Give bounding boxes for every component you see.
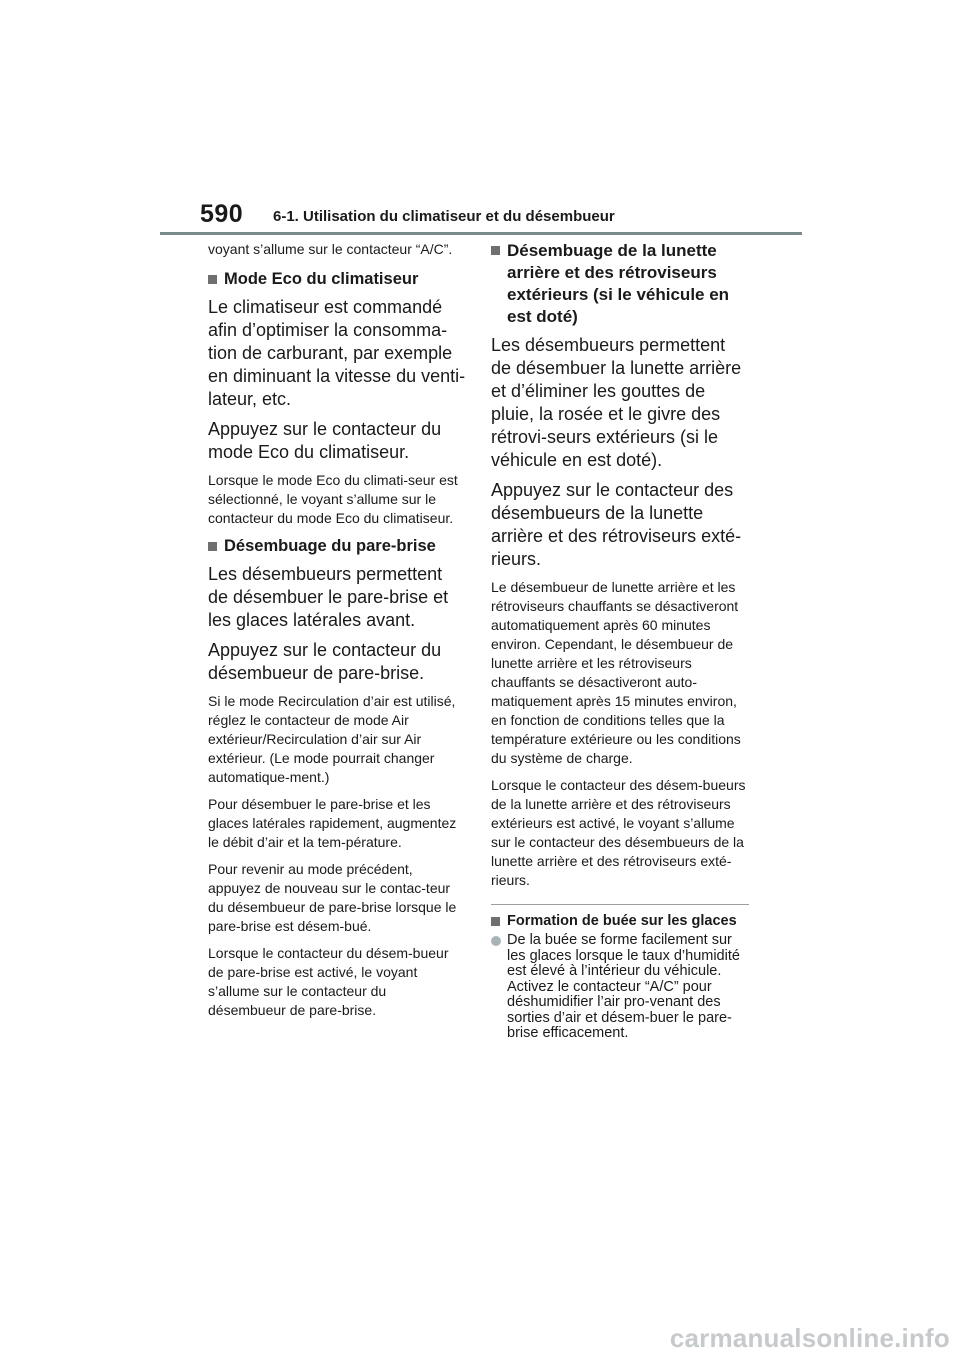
- eco-paragraph-2: Appuyez sur le contacteur du mode Eco du climatiseur.: [208, 419, 442, 462]
- rear-defogger-heading: [491, 240, 749, 328]
- fog-list-item: [491, 933, 749, 1042]
- note-divider: [491, 904, 749, 905]
- windshield-heading: [208, 536, 466, 557]
- left-column: [208, 240, 466, 1028]
- square-bullet-icon: [208, 275, 217, 284]
- windshield-note-2: Pour désembuer le pare-brise et les glaces latérales rapidement, augmentez le débit d’air et la tem-pérature.: [208, 796, 457, 850]
- fog-heading-text: Formation de buée sur les glaces: [507, 913, 737, 929]
- windshield-note-4: Lorsque le contacteur du désem-bueur de pare-brise est activé, le voyant s’allume sur le contacteur du désembueur de pare-brise.: [208, 945, 449, 1018]
- header-divider: [160, 232, 802, 235]
- watermark: carmanualsonline.info: [669, 1323, 950, 1353]
- right-column: [491, 240, 749, 1042]
- windshield-heading-text: Désembuage du pare-brise: [224, 537, 436, 555]
- square-bullet-icon: [491, 246, 500, 255]
- rear-note-1: Le désembueur de lunette arrière et les rétroviseurs chauffants se désactiveront automatiquement après 60 minutes environ. Cependant, le désembueur de lunette arrière et les rétroviseurs chauffants se désactiveront auto-matiquement après 15 minutes environ, en fonction de conditions telles que la température extérieure ou les conditions du système de charge.: [491, 579, 741, 766]
- eco-paragraph-1: Le climatiseur est commandé afin d’optimiser la consomma-tion de carburant, par exemple en diminuant la vitesse du venti-lateur, etc.: [208, 297, 466, 409]
- windshield-note-3: Pour revenir au mode précédent, appuyez de nouveau sur le contac-teur du désembueur de pare-brise lorsque le pare-brise est désem-bué.: [208, 861, 457, 934]
- windshield-paragraph-2: Appuyez sur le contacteur du désembueur de pare-brise.: [208, 640, 442, 683]
- fog-item-text: De la buée se forme facilement sur les glaces lorsque le taux d’humidité est élevé à l’intérieur du véhicule. Activez le contacteur “A/C” pour déshumidifier l’air pro-venant des sorties d’air et désem-buer le pare-brise efficacement.: [507, 932, 740, 1041]
- fog-heading: [491, 913, 749, 929]
- eco-heading-text: Mode Eco du climatiseur: [224, 270, 419, 288]
- rear-paragraph-2: Appuyez sur le contacteur des désembueurs de la lunette arrière et des rétroviseurs exté-rieurs.: [491, 480, 742, 569]
- windshield-paragraph-1: Les désembueurs permettent de désembuer le pare-brise et les glaces latérales avant.: [208, 564, 449, 630]
- rear-paragraph-1: Les désembueurs permettent de désembuer la lunette arrière et d’éliminer les gouttes de pluie, la rosée et le givre des rétrovi-seurs extérieurs (si le véhicule en est doté).: [491, 335, 742, 470]
- circle-bullet-icon: [491, 936, 501, 946]
- rear-note-2: Lorsque le contacteur des désem-bueurs de la lunette arrière et des rétroviseurs extérieurs est activé, le voyant s’allume sur le contacteur des désembueurs de la lunette arrière et des rétroviseurs exté-rieurs.: [491, 777, 746, 888]
- eco-note: Lorsque le mode Eco du climati-seur est sélectionné, le voyant s’allume sur le contacteur du mode Eco du climatiseur.: [208, 472, 458, 526]
- rear-defogger-heading-text: Désembuage de la lunette arrière et des rétroviseurs extérieurs (si le véhicule en est doté): [507, 241, 730, 326]
- eco-heading: [208, 269, 466, 290]
- intro-text: voyant s’allume sur le contacteur “A/C”.: [208, 241, 453, 257]
- section-title: 6-1. Utilisation du climatiseur et du désembueur: [273, 208, 615, 225]
- square-bullet-icon: [208, 542, 217, 551]
- page-number: 590: [200, 200, 244, 228]
- windshield-note-1: Si le mode Recirculation d’air est utilisé, réglez le contacteur de mode Air extérieur/Recirculation d’air sur Air extérieur. (Le mode pourrait changer automatique-ment.): [208, 693, 456, 785]
- square-bullet-icon: [491, 917, 500, 926]
